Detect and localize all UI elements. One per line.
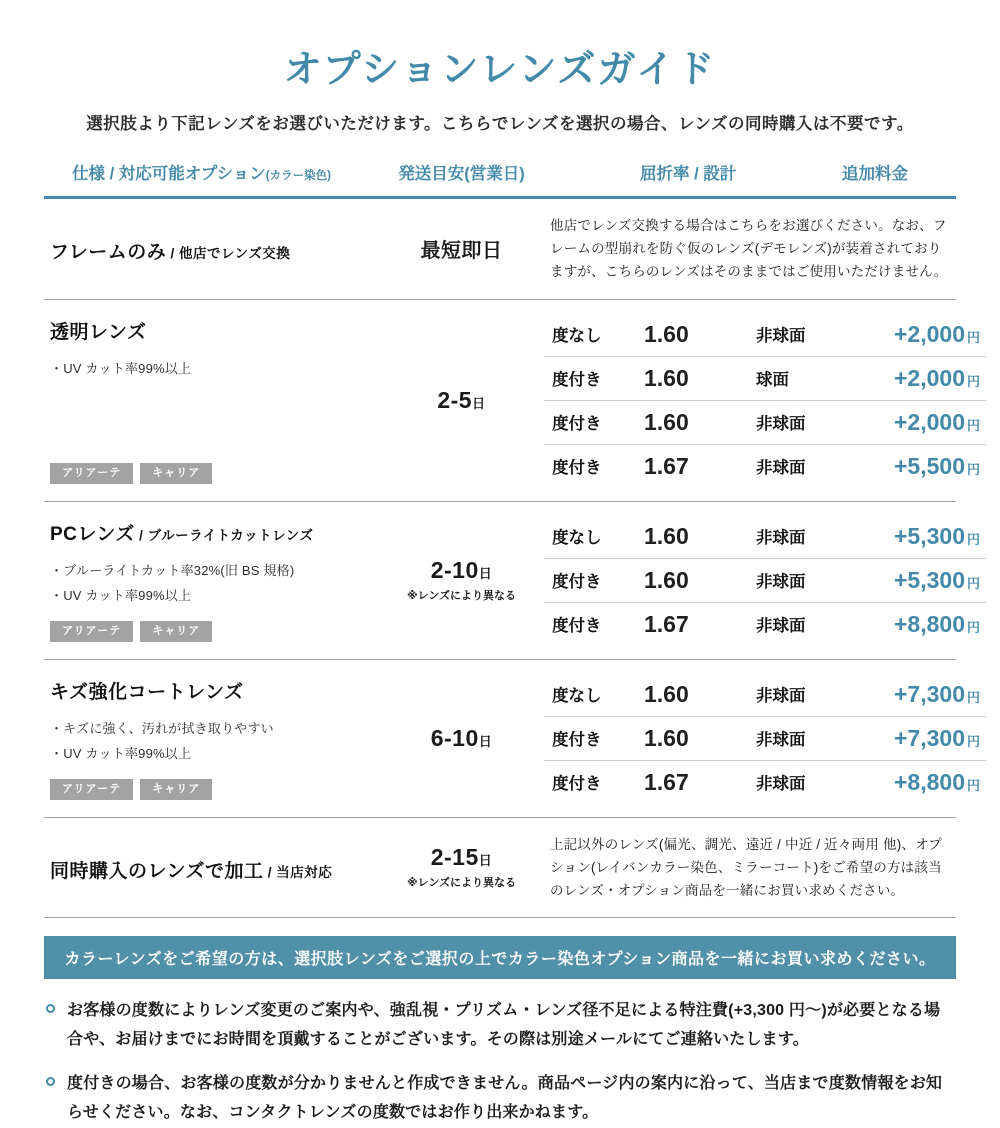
note-text: 度付きの場合、お客様の度数が分かりませんと作成できません。商品ページ内の案内に沿って、当店まで度数情報をお知らせください。なお、コンタクトレンズの度数ではお作り出来かねます。 xyxy=(67,1074,943,1121)
badge-group xyxy=(50,779,379,804)
lens-spec-cell xyxy=(44,673,379,804)
lens-name-suffix: / 当店対応 xyxy=(263,864,333,880)
option-price-value: +2,000 xyxy=(894,320,965,347)
lens-name xyxy=(50,856,379,883)
option-row xyxy=(544,445,986,488)
option-power: 度付き xyxy=(552,573,602,592)
lens-options xyxy=(544,673,986,804)
shipping-value: 6-10 xyxy=(430,724,479,751)
option-price-value: +2,000 xyxy=(894,408,965,435)
lens-feature-list xyxy=(50,558,379,609)
option-price-unit: 円 xyxy=(967,619,981,635)
option-price xyxy=(894,681,980,708)
option-price xyxy=(894,321,980,348)
option-design: 非球面 xyxy=(756,775,806,794)
option-price xyxy=(894,523,980,550)
lens-description-cell xyxy=(544,212,956,286)
option-row xyxy=(544,673,986,717)
shipping-cell xyxy=(379,313,544,488)
lens-options xyxy=(544,313,986,488)
lens-name-main: PCレンズ xyxy=(50,523,135,545)
shipping-value: 最短即日 xyxy=(420,240,503,263)
option-row xyxy=(544,515,986,559)
option-design: 非球面 xyxy=(756,415,806,434)
option-refraction-index: 1.67 xyxy=(644,452,689,479)
header-shipping: 発送目安(営業日) xyxy=(398,165,525,183)
lens-name-suffix: / ブルーライトカットレンズ xyxy=(134,527,314,543)
option-power: 度なし xyxy=(552,529,602,548)
option-price-unit: 円 xyxy=(967,531,981,547)
lens-name-main: フレームのみ xyxy=(50,242,167,264)
lens-feature-list xyxy=(50,716,379,767)
shipping-note: ※レンズにより異なる xyxy=(406,590,517,603)
option-price-unit: 円 xyxy=(967,777,981,793)
option-design: 球面 xyxy=(756,371,789,390)
shipping-estimate xyxy=(431,725,493,752)
shipping-estimate xyxy=(437,387,485,414)
shipping-unit: 日 xyxy=(478,566,493,582)
shipping-estimate xyxy=(431,844,493,871)
option-row xyxy=(544,401,986,445)
option-lens-guide xyxy=(44,0,981,1128)
option-refraction-index: 1.60 xyxy=(644,320,689,347)
color-option-badge: アリアーテ xyxy=(50,779,133,800)
lens-feature-list xyxy=(50,356,379,381)
option-price-value: +7,300 xyxy=(894,724,965,751)
lens-row xyxy=(44,502,981,660)
option-power: 度付き xyxy=(552,371,602,390)
lens-feature: ・UV カット率99%以上 xyxy=(50,360,192,376)
option-price xyxy=(894,611,980,638)
header-price: 追加料金 xyxy=(842,165,908,183)
option-price-value: +8,800 xyxy=(894,768,965,795)
option-design: 非球面 xyxy=(756,687,806,706)
lens-feature: ・ブルーライトカット率32%(旧 BS 規格) xyxy=(50,562,295,578)
color-option-badge: キャリア xyxy=(140,463,212,484)
lens-row xyxy=(44,199,956,300)
option-design: 非球面 xyxy=(756,459,806,478)
lens-feature: ・UV カット率99%以上 xyxy=(50,588,192,603)
shipping-value: 2-10 xyxy=(430,557,479,584)
option-refraction-index: 1.60 xyxy=(644,364,689,391)
option-price-value: +5,300 xyxy=(894,566,965,593)
option-power: 度なし xyxy=(552,327,602,346)
color-option-badge: キャリア xyxy=(140,621,212,642)
option-price-unit: 円 xyxy=(967,461,981,477)
header-spec-label: 仕様 / 対応可能オプション xyxy=(72,165,266,183)
lens-name-main: 同時購入のレンズで加工 xyxy=(50,860,264,882)
option-price-unit: 円 xyxy=(967,329,981,345)
lens-name-main: 透明レンズ xyxy=(50,321,147,343)
option-refraction-index: 1.60 xyxy=(644,522,689,549)
option-price-unit: 円 xyxy=(967,733,981,749)
option-price-unit: 円 xyxy=(967,417,981,433)
circle-bullet-icon xyxy=(46,1004,55,1013)
color-option-badge: アリアーテ xyxy=(50,621,133,642)
table-header xyxy=(44,160,956,184)
option-power: 度付き xyxy=(552,617,602,636)
shipping-cell xyxy=(379,673,544,804)
option-price-value: +8,800 xyxy=(894,610,965,637)
lens-name-main: キズ強化コートレンズ xyxy=(50,681,244,703)
note-text: お客様の度数によりレンズ変更のご案内や、強乱視・プリズム・レンズ径不足による特注費(+3,300 円〜)が必要となる場合や、お届けまでにお時間を頂戴することがございます。その際は別途メールにてご連絡いたします。 xyxy=(67,1002,941,1049)
option-price-unit: 円 xyxy=(967,689,981,705)
header-spec-note: (カラー染色) xyxy=(265,170,331,182)
option-design: 非球面 xyxy=(756,617,806,636)
option-power: 度付き xyxy=(552,415,602,434)
shipping-note: ※レンズにより異なる xyxy=(406,877,517,890)
lens-description: 他店でレンズ交換する場合はこちらをお選びください。なお、フレームの型崩れを防ぐ仮のレンズ(デモレンズ)が装着されておりますが、こちらのレンズはそのままではご使用いただけません。 xyxy=(550,218,948,280)
option-price xyxy=(894,769,980,796)
option-refraction-index: 1.67 xyxy=(644,610,689,637)
badge-group xyxy=(50,621,379,646)
option-price xyxy=(894,453,980,480)
shipping-estimate xyxy=(431,557,493,584)
lens-name xyxy=(50,237,379,264)
option-price-unit: 円 xyxy=(967,373,981,389)
header-refraction: 屈折率 / 設計 xyxy=(640,165,737,183)
option-power: 度付き xyxy=(552,775,602,794)
page-subtitle: 選択肢より下記レンズをお選びいただけます。こちらでレンズを選択の場合、レンズの同時購入は不要です。 xyxy=(86,115,914,133)
option-price xyxy=(894,409,980,436)
color-lens-banner: カラーレンズをご希望の方は、選択肢レンズをご選択の上でカラー染色オプション商品を一緒にお買い求めください。 xyxy=(44,936,956,979)
option-power: 度なし xyxy=(552,687,602,706)
color-option-badge: キャリア xyxy=(140,779,212,800)
lens-table xyxy=(44,199,981,918)
option-price xyxy=(894,567,980,594)
lens-spec-cell xyxy=(44,313,379,488)
shipping-unit: 日 xyxy=(478,853,493,869)
lens-name-suffix: / 他店でレンズ交換 xyxy=(166,246,291,262)
lens-spec-cell xyxy=(44,233,379,264)
lens-row xyxy=(44,300,981,502)
option-price-value: +7,300 xyxy=(894,680,965,707)
notes-list xyxy=(44,997,956,1127)
lens-description: 上記以外のレンズ(偏光、調光、遠近 / 中近 / 近々両用 他)、オプション(レイバンカラー染色、ミラーコート)をご希望の方は該当のレンズ・オプション商品を一緒にお買い求めください。 xyxy=(550,836,943,899)
shipping-unit: 日 xyxy=(472,395,486,411)
option-design: 非球面 xyxy=(756,529,806,548)
lens-description-cell xyxy=(544,831,956,905)
lens-name xyxy=(50,677,379,704)
option-row xyxy=(544,357,986,401)
lens-feature: ・UV カット率99%以上 xyxy=(50,746,192,761)
option-power: 度付き xyxy=(552,459,602,478)
shipping-cell xyxy=(379,515,544,646)
lens-options xyxy=(544,515,986,646)
option-price-value: +5,500 xyxy=(894,452,965,479)
option-refraction-index: 1.60 xyxy=(644,408,689,435)
option-price-value: +2,000 xyxy=(894,364,965,391)
option-row xyxy=(544,559,986,603)
shipping-value: 2-5 xyxy=(437,386,473,413)
lens-row xyxy=(44,818,956,919)
option-refraction-index: 1.60 xyxy=(644,566,689,593)
option-row xyxy=(544,313,986,357)
lens-row xyxy=(44,660,981,818)
shipping-unit: 日 xyxy=(478,733,493,749)
option-refraction-index: 1.67 xyxy=(644,768,689,795)
shipping-value: 2-15 xyxy=(430,844,479,871)
page-title: オプションレンズガイド xyxy=(283,49,717,91)
note-item xyxy=(46,997,954,1055)
lens-name xyxy=(50,519,379,546)
option-design: 非球面 xyxy=(756,731,806,750)
header-spec xyxy=(44,160,379,184)
option-power: 度付き xyxy=(552,731,602,750)
lens-feature: ・キズに強く、汚れが拭き取りやすい xyxy=(50,720,274,736)
option-refraction-index: 1.60 xyxy=(644,724,689,751)
lens-name xyxy=(50,317,379,344)
option-design: 非球面 xyxy=(756,327,806,346)
lens-spec-cell xyxy=(44,515,379,646)
badge-group xyxy=(50,463,379,488)
option-row xyxy=(544,761,986,804)
option-refraction-index: 1.60 xyxy=(644,680,689,707)
shipping-cell xyxy=(379,234,544,263)
option-design: 非球面 xyxy=(756,573,806,592)
color-option-badge: アリアーテ xyxy=(50,463,133,484)
shipping-cell xyxy=(379,844,544,890)
option-price-unit: 円 xyxy=(967,575,981,591)
option-price xyxy=(894,725,980,752)
option-price-value: +5,300 xyxy=(894,522,965,549)
option-price xyxy=(894,365,980,392)
circle-bullet-icon xyxy=(46,1077,55,1086)
note-item xyxy=(46,1070,954,1128)
lens-spec-cell xyxy=(44,852,379,883)
header-right-group xyxy=(544,160,956,184)
shipping-estimate xyxy=(421,234,503,263)
option-row xyxy=(544,603,986,646)
option-row xyxy=(544,717,986,761)
